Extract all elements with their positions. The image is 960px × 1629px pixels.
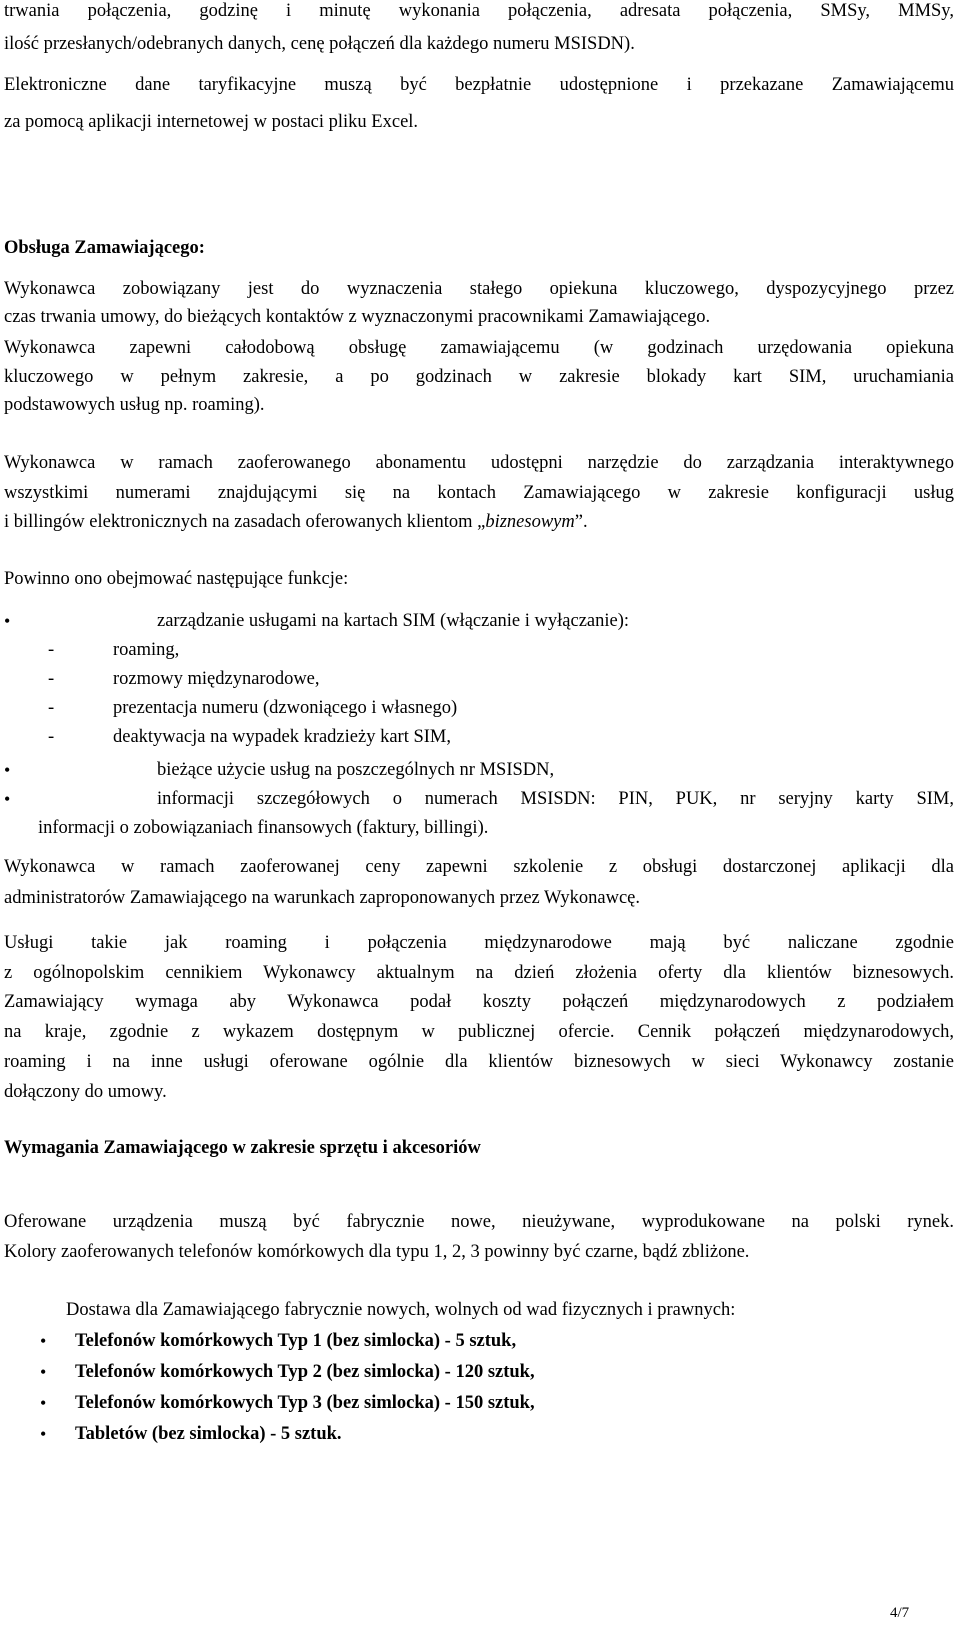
- delivery-item: Tabletów (bez simlocka) - 5 sztuk.: [75, 1424, 342, 1444]
- paragraph-line: Wykonawca zapewni całodobową obsługę zamawiającemu (w godzinach urzędowania opiekuna: [4, 338, 954, 358]
- paragraph-line: na kraje, zgodnie z wykazem dostępnym w publicznej ofercie. Cennik połączeń międzynarodowych,: [4, 1022, 954, 1042]
- paragraph-line: dołączony do umowy.: [4, 1082, 167, 1102]
- bullet-icon: •: [40, 1362, 47, 1382]
- paragraph-line: z ogólnopolskim cennikiem Wykonawcy aktualnym na dzień złożenia oferty dla klientów biznesowych.: [4, 963, 954, 983]
- dash-marker: -: [48, 698, 55, 718]
- paragraph-line: Wykonawca w ramach zaoferowanej ceny zapewni szkolenie z obsługi dostarczonej aplikacji dla: [4, 857, 954, 877]
- bullet-icon: •: [40, 1331, 47, 1351]
- paragraph-line: Wykonawca zobowiązany jest do wyznaczenia stałego opiekuna kluczowego, dyspozycyjnego przez: [4, 279, 954, 299]
- delivery-intro: Dostawa dla Zamawiającego fabrycznie nowych, wolnych od wad fizycznych i prawnych:: [66, 1300, 736, 1320]
- paragraph-line: Kolory zaoferowanych telefonów komórkowych dla typu 1, 2, 3 powinny być czarne, bądź zbliżone.: [4, 1242, 750, 1262]
- list-item: roaming,: [113, 640, 180, 660]
- dash-marker: -: [48, 669, 55, 689]
- dash-marker: -: [48, 640, 55, 660]
- paragraph-line: Oferowane urządzenia muszą być fabrycznie nowe, nieużywane, wyprodukowane na polski rynek.: [4, 1212, 954, 1232]
- delivery-item: Telefonów komórkowych Typ 2 (bez simlocka) - 120 sztuk,: [75, 1362, 535, 1382]
- paragraph-line: kluczowego w pełnym zakresie, a po godzinach w zakresie blokady kart SIM, uruchamiania: [4, 367, 954, 387]
- section-heading-service: Obsługa Zamawiającego:: [4, 238, 205, 258]
- bullet-icon: •: [40, 1393, 47, 1413]
- intro-line: Elektroniczne dane taryfikacyjne muszą być bezpłatnie udostępnione i przekazane Zamawiającemu: [4, 75, 954, 95]
- list-item: informacji szczegółowych o numerach MSISDN: PIN, PUK, nr seryjny karty SIM,: [157, 789, 954, 809]
- delivery-item: Telefonów komórkowych Typ 1 (bez simlocka) - 5 sztuk,: [75, 1331, 517, 1351]
- bullet-icon: •: [4, 789, 11, 809]
- intro-line: za pomocą aplikacji internetowej w postaci pliku Excel.: [4, 112, 419, 132]
- list-item: rozmowy międzynarodowe,: [113, 669, 320, 689]
- paragraph-line: podstawowych usług np. roaming).: [4, 395, 265, 415]
- paragraph-line: administratorów Zamawiającego na warunkach zaproponowanych przez Wykonawcę.: [4, 888, 641, 908]
- paragraph-line: czas trwania umowy, do bieżących kontaktów z wyznaczonymi pracownikami Zamawiającego.: [4, 307, 711, 327]
- bullet-icon: •: [40, 1424, 47, 1444]
- page-number: 4/7: [890, 1605, 910, 1621]
- paragraph-line: Zamawiający wymaga aby Wykonawca podał koszty połączeń międzynarodowych z podziałem: [4, 992, 954, 1012]
- paragraph-line: roaming i na inne usługi oferowane ogólnie dla klientów biznesowych w sieci Wykonawcy zostanie: [4, 1052, 954, 1072]
- paragraph-line: wszystkimi numerami znajdującymi się na kontach Zamawiającego w zakresie konfiguracji usług: [4, 483, 954, 503]
- italic-text: biznesowym: [485, 512, 575, 532]
- dash-marker: -: [48, 727, 55, 747]
- bullet-icon: •: [4, 760, 11, 780]
- section-heading-hardware: Wymagania Zamawiającego w zakresie sprzętu i akcesoriów: [4, 1138, 481, 1158]
- functions-intro: Powinno ono obejmować następujące funkcje:: [4, 569, 349, 589]
- text-run: i billingów elektronicznych na zasadach oferowanych klientom „: [4, 512, 486, 532]
- text-run: ”.: [574, 512, 588, 532]
- list-item: zarządzanie usługami na kartach SIM (włączanie i wyłączanie):: [157, 611, 630, 631]
- list-item: prezentacja numeru (dzwoniącego i własnego): [113, 698, 458, 718]
- paragraph-line: Wykonawca w ramach zaoferowanego abonamentu udostępni narzędzie do zarządzania interaktywnego: [4, 453, 954, 473]
- list-item: bieżące użycie usług na poszczególnych nr MSISDN,: [157, 760, 555, 780]
- intro-line: ilość przesłanych/odebranych danych, cenę połączeń dla każdego numeru MSISDN).: [4, 34, 635, 54]
- paragraph-line: [4, 511, 588, 533]
- delivery-item: Telefonów komórkowych Typ 3 (bez simlocka) - 150 sztuk,: [75, 1393, 535, 1413]
- bullet-icon: •: [4, 611, 11, 631]
- list-item-continuation: informacji o zobowiązaniach finansowych (faktury, billingi).: [38, 818, 489, 838]
- list-item: deaktywacja na wypadek kradzieży kart SIM,: [113, 727, 451, 747]
- paragraph-line: Usługi takie jak roaming i połączenia międzynarodowe mają być naliczane zgodnie: [4, 933, 954, 953]
- intro-line: trwania połączenia, godzinę i minutę wykonania połączenia, adresata połączenia, SMSy, MMSy,: [4, 1, 954, 21]
